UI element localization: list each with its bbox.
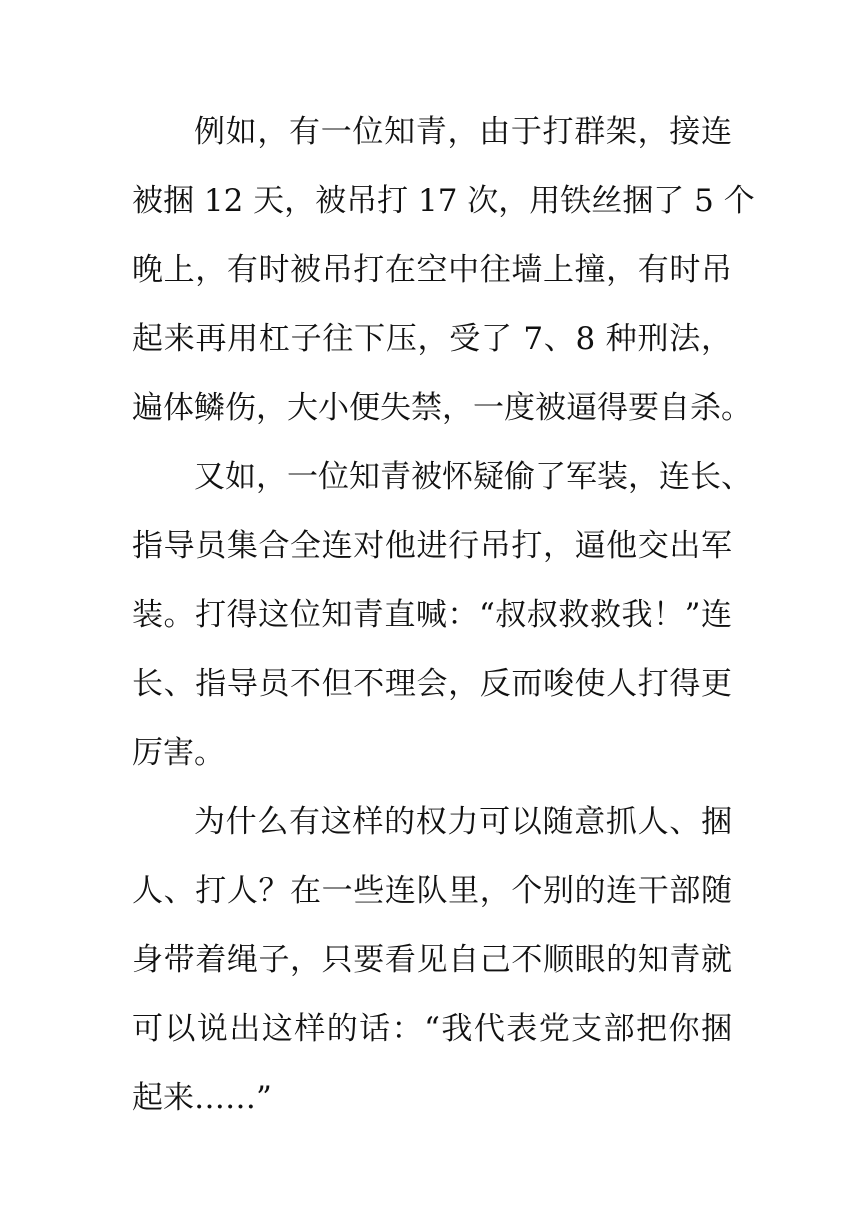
paragraph-3-line-1: 为什么有这样的权力可以随意抓人、捆 <box>194 804 732 840</box>
paragraph-2-line-1: 又如，一位知青被怀疑偷了军装，连长、 <box>194 459 752 495</box>
paragraph-2-line-5: 厉害。 <box>132 735 225 771</box>
paragraph-1-line-2: 被捆 12 天，被吊打 17 次，用铁丝捆了 5 个 <box>132 183 755 219</box>
paragraph-1-line-1: 例如，有一位知青，由于打群架，接连 <box>194 114 732 150</box>
paragraph-3-line-5: 起来……” <box>132 1080 272 1116</box>
paragraph-1-line-4: 起来再用杠子往下压，受了 7、8 种刑法， <box>132 321 732 357</box>
paragraph-3-line-4: 可以说出这样的话：“我代表党支部把你捆 <box>132 1011 732 1047</box>
paragraph-3-line-2: 人、打人？在一些连队里，个别的连干部随 <box>132 873 732 909</box>
body-text <box>132 112 755 1118</box>
paragraph-2-line-4: 长、指导员不但不理会，反而唆使人打得更 <box>132 666 732 702</box>
paragraph-1-line-5: 遍体鳞伤，大小便失禁，一度被逼得要自杀。 <box>132 390 752 426</box>
paragraph-3-line-3: 身带着绳子，只要看见自己不顺眼的知青就 <box>132 942 732 978</box>
paragraph-2-line-3: 装。打得这位知青直喊：“叔叔救救我！”连 <box>132 597 732 633</box>
paragraph-1-line-3: 晚上，有时被吊打在空中往墙上撞，有时吊 <box>132 252 732 288</box>
paragraph-2-line-2: 指导员集合全连对他进行吊打，逼他交出军 <box>132 528 732 564</box>
